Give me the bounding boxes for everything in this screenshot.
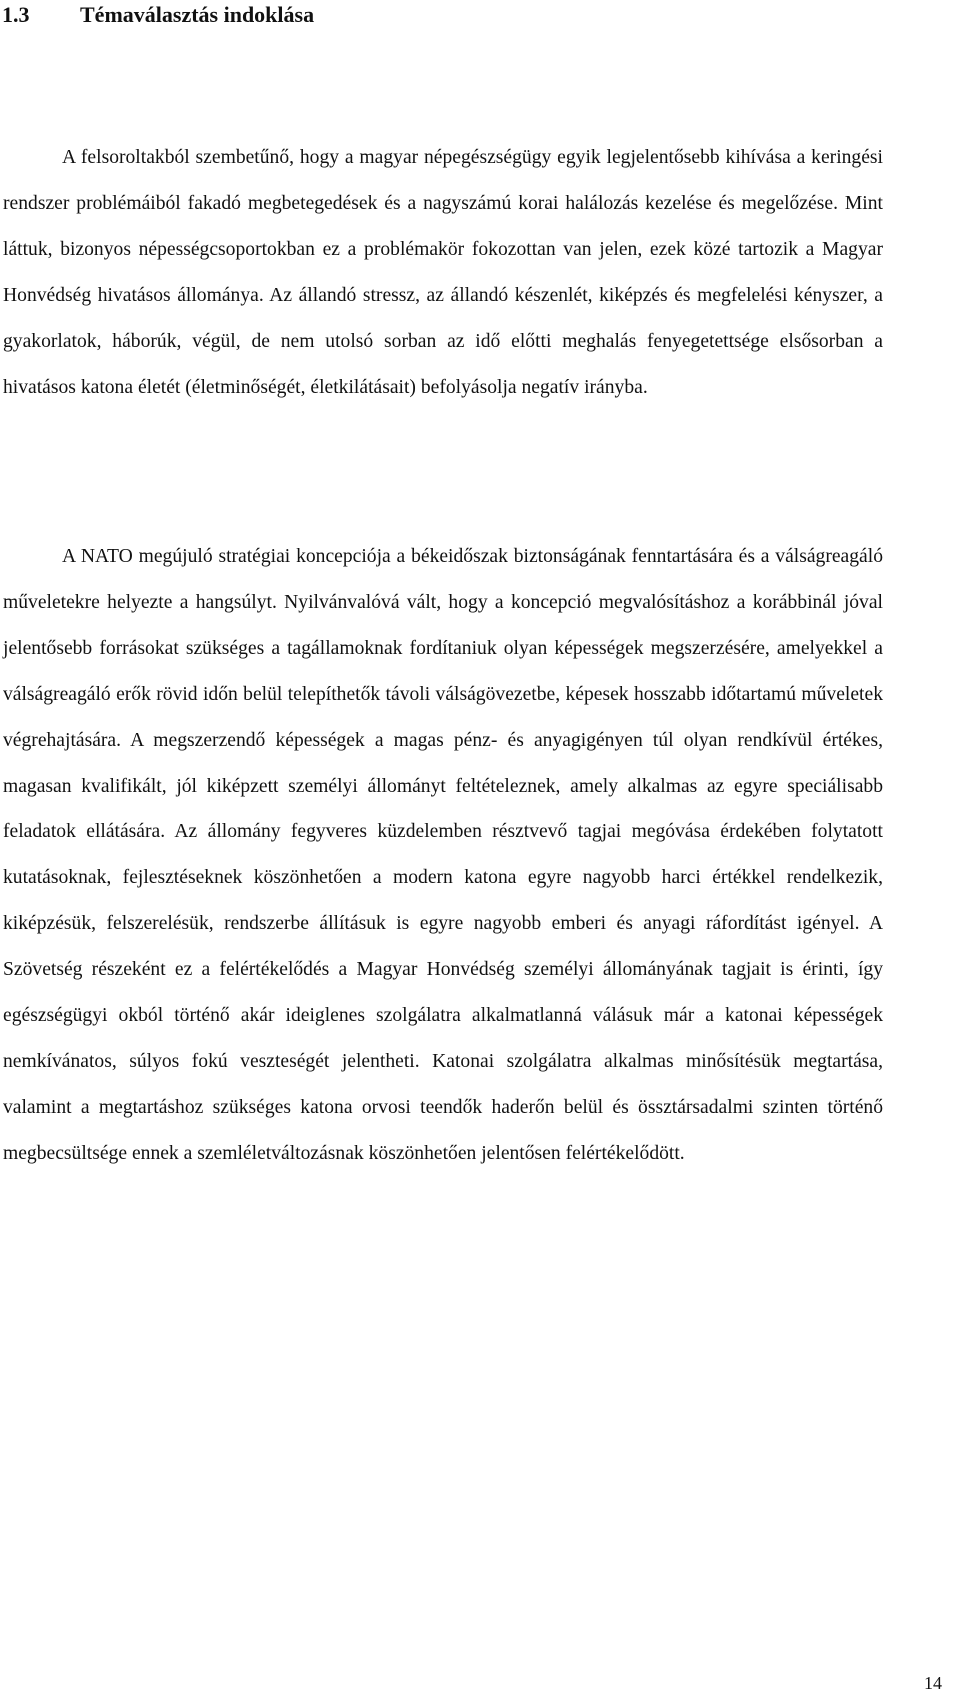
paragraph: A NATO megújuló stratégiai koncepciója a békeidőszak biztonságának fenntartására és a válságreagáló műveletekre helyezte a hangsúlyt. Nyilvánvalóvá vált, hogy a koncepció megvalósításhoz a korábbinál jóval jelentősebb forrásokat szükséges a tagállamoknak fordítaniuk olyan képességek megszerzésére, amelyekkel a válságreagáló erők rövid időn belül telepíthetők távoli válságövezetbe, képesek hosszabb időtartamú műveletek végrehajtására. A megszerzendő képességek a magas pénz- és anyagigényen túl olyan rendkívül értékes, magasan kvalifikált, jól kiképzett személyi állományt feltételeznek, amely alkalmas az egyre speciálisabb feladatok ellátására. Az állomány fegyveres küzdelemben résztvevő tagjai megóvása érdekében folytatott kutatásoknak, fejlesztéseknek köszönhetően a modern katona egyre nagyobb harci értékkel rendelkezik, kiképzésük, felszerelésük, rendszerbe állításuk is egyre nagyobb emberi és anyagi ráfordítást igényel. A Szövetség részeként ez a felértékelődés a Magyar Honvédség személyi állományának tagjait is érinti, így egészségügyi okból történő akár ideiglenes szolgálatra alkalmatlanná válásuk már a katonai képességek nemkívánatos, súlyos fokú veszteségét jelentheti. Katonai szolgálatra alkalmas minősítésük megtartása, valamint a megtartáshoz szükséges katona orvosi teendők haderőn belül és össztársadalmi szinten történő megbecsültsége ennek a szemléletváltozásnak köszönhetően jelentősen felértékelődött.	[3, 546, 883, 1164]
paragraph: A felsoroltakból szembetűnő, hogy a magyar népegészségügy egyik legjelentősebb kihívása a keringési rendszer problémáiból fakadó megbetegedések és a nagyszámú korai halálozás kezelése és megelőzése. Mint láttuk, bizonyos népességcsoportokban ez a problémakör fokozottan van jelen, ezek közé tartozik a Magyar Honvédség hivatásos állománya. Az állandó stressz, az állandó készenlét, kiképzés és megfelelési kényszer, a gyakorlatok, háborúk, végül, de nem utolsó sorban az idő előtti meghalás fenyegetettsége elsősorban a hivatásos katona életét (életminőségét, életkilátásait) befolyásolja negatív irányba.	[3, 147, 883, 398]
section-number: 1.3	[2, 2, 30, 27]
section-heading	[2, 0, 314, 30]
section-title: Témaválasztás indoklása	[80, 2, 315, 27]
page-number: 14	[924, 1673, 942, 1693]
